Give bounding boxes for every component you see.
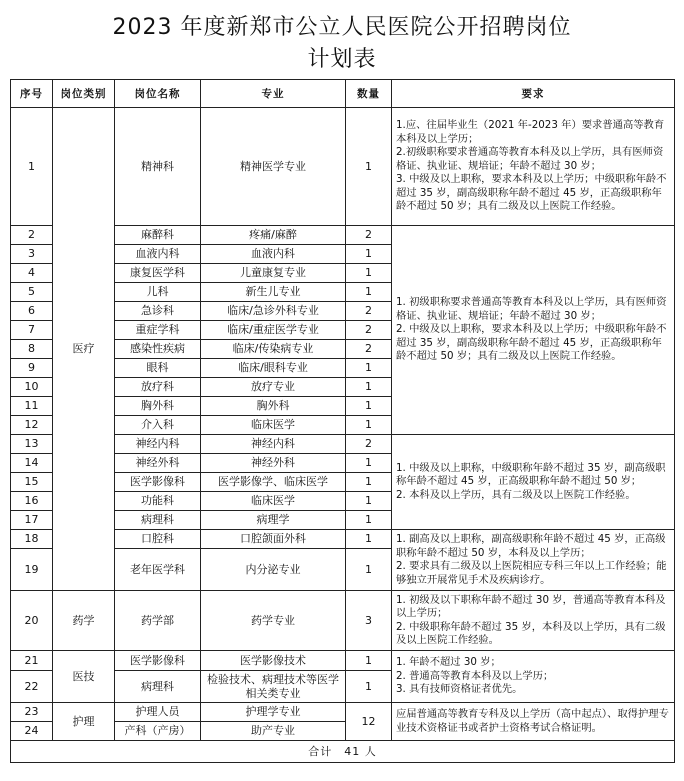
cell-position: 急诊科 (115, 302, 201, 321)
requirement-line: 3. 中级及以上职称，要求本科及以上学历；中级职称年龄不超过 35 岁，副高级职称年龄不超过 45 岁，正高级职称年龄不超过 50 岁；具有二级及以上医院工作经验。 (396, 173, 667, 213)
cell-position: 医学影像科 (115, 651, 201, 671)
cell-no: 21 (11, 651, 53, 671)
requirement-line: 1. 年龄不超过 30 岁； (396, 656, 501, 669)
cell-no: 4 (11, 264, 53, 283)
requirement-line: 2. 中级职称年龄不超过 35 岁，本科及以上学历，具有二级及以上医院工作经验。 (396, 620, 666, 646)
cell-count: 2 (346, 302, 392, 321)
cell-major: 口腔颌面外科 (201, 530, 346, 549)
cell-no: 1 (11, 108, 53, 226)
cell-no: 9 (11, 359, 53, 378)
requirement-group-7 (392, 703, 675, 741)
cell-no: 7 (11, 321, 53, 340)
cell-major: 疼痛/麻醉 (201, 226, 346, 245)
cell-major: 临床/传染病专业 (201, 340, 346, 359)
cell-position: 放疗科 (115, 378, 201, 397)
cell-major: 病理学 (201, 511, 346, 530)
cell-position: 神经内科 (115, 435, 201, 454)
cell-position: 药学部 (115, 591, 201, 651)
cell-no: 6 (11, 302, 53, 321)
cell-position: 功能科 (115, 492, 201, 511)
header-no: 序号 (11, 80, 53, 108)
cell-count: 1 (346, 378, 392, 397)
table-row (11, 703, 675, 722)
header-count: 数量 (346, 80, 392, 108)
cell-position: 病理科 (115, 511, 201, 530)
page-title: 2023 年度新郑市公立人民医院公开招聘岗位 (112, 15, 572, 40)
requirement-group-4 (392, 530, 675, 591)
requirement-group-6 (392, 651, 675, 703)
cell-position: 眼科 (115, 359, 201, 378)
cell-no: 10 (11, 378, 53, 397)
cell-count: 1 (346, 108, 392, 226)
page-subtitle: 计划表 (307, 47, 377, 72)
cell-major: 临床医学 (201, 416, 346, 435)
cell-major: 内分泌专业 (201, 549, 346, 591)
total-row (11, 741, 675, 763)
table-row (11, 591, 675, 651)
cell-no: 12 (11, 416, 53, 435)
cell-no: 5 (11, 283, 53, 302)
total-cell: 合计 41 人 (11, 741, 675, 763)
requirement-group-3 (392, 435, 675, 530)
cell-position: 病理科 (115, 671, 201, 703)
cell-count: 12 (346, 703, 392, 741)
cell-major: 新生儿专业 (201, 283, 346, 302)
cell-position: 神经外科 (115, 454, 201, 473)
header-category: 岗位类别 (53, 80, 115, 108)
category-nursing: 护理 (53, 703, 115, 741)
cell-major: 神经外科 (201, 454, 346, 473)
cell-no: 24 (11, 722, 53, 741)
cell-position: 康复医学科 (115, 264, 201, 283)
cell-count: 1 (346, 530, 392, 549)
cell-position: 重症学科 (115, 321, 201, 340)
cell-position: 护理人员 (115, 703, 201, 722)
cell-no: 23 (11, 703, 53, 722)
cell-major: 放疗专业 (201, 378, 346, 397)
category-medtech: 医技 (53, 651, 115, 703)
cell-position: 感染性疾病 (115, 340, 201, 359)
cell-count: 1 (346, 283, 392, 302)
requirement-group-1 (392, 108, 675, 226)
requirement-line: 2. 中级及以上职称，要求本科及以上学历；中级职称年龄不超过 35 岁，副高级职称年龄不超过 45 岁，正高级职称年龄不超过 50 岁；具有二级及以上医院工作经验。 (396, 323, 667, 363)
cell-count: 1 (346, 651, 392, 671)
cell-no: 20 (11, 591, 53, 651)
cell-no: 17 (11, 511, 53, 530)
cell-count: 1 (346, 264, 392, 283)
table-row (11, 108, 675, 226)
cell-major: 检验技术、病理技术等医学相关类专业 (201, 671, 346, 703)
cell-position: 胸外科 (115, 397, 201, 416)
cell-no: 14 (11, 454, 53, 473)
cell-position: 儿科 (115, 283, 201, 302)
cell-major: 护理学专业 (201, 703, 346, 722)
requirement-line: 1. 中级及以上职称，中级职称年龄不超过 35 岁，副高级职称年龄不超过 45 岁，正高级职称年龄不超过 50 岁； (396, 461, 666, 488)
requirement-line: 应届普通高等教育专科及以上学历（高中起点）、取得护理专业技术资格证书或者护士资格考试合格证明。 (396, 708, 669, 734)
cell-major: 临床/重症医学专业 (201, 321, 346, 340)
cell-count: 1 (346, 397, 392, 416)
table-row (11, 651, 675, 671)
cell-count: 2 (346, 321, 392, 340)
header-major: 专业 (201, 80, 346, 108)
cell-count: 3 (346, 591, 392, 651)
category-pharmacy: 药学 (53, 591, 115, 651)
table-header-row (11, 80, 675, 108)
cell-position: 精神科 (115, 108, 201, 226)
cell-major: 助产专业 (201, 722, 346, 741)
cell-count: 1 (346, 511, 392, 530)
requirement-line: 2.初级职称要求普通高等教育本科及以上学历，具有医师资格证、执业证、规培证；年龄不超过 30 岁； (396, 146, 664, 172)
cell-count: 1 (346, 416, 392, 435)
requirement-group-2 (392, 226, 675, 435)
cell-count: 1 (346, 359, 392, 378)
cell-no: 18 (11, 530, 53, 549)
requirement-line: 2. 要求具有二级及以上医院相应专科三年以上工作经验；能够独立开展常见手术及疾病诊疗。 (396, 560, 667, 586)
cell-major: 精神医学专业 (201, 108, 346, 226)
requirement-line: 1. 副高及以上职称，副高级职称年龄不超过 45 岁，正高级职称年龄不超过 50 岁，本科及以上学历； (396, 533, 666, 559)
header-position: 岗位名称 (115, 80, 201, 108)
cell-major: 药学专业 (201, 591, 346, 651)
cell-major: 胸外科 (201, 397, 346, 416)
cell-major: 临床医学 (201, 492, 346, 511)
requirement-line: 2. 本科及以上学历，具有二级及以上医院工作经验。 (396, 488, 636, 501)
cell-count: 2 (346, 435, 392, 454)
cell-position: 介入科 (115, 416, 201, 435)
recruitment-table (10, 79, 675, 763)
cell-no: 2 (11, 226, 53, 245)
cell-count: 1 (346, 492, 392, 511)
cell-no: 3 (11, 245, 53, 264)
cell-position: 血液内科 (115, 245, 201, 264)
cell-no: 11 (11, 397, 53, 416)
cell-no: 15 (11, 473, 53, 492)
cell-position: 医学影像科 (115, 473, 201, 492)
cell-count: 1 (346, 454, 392, 473)
cell-position: 产科（产房） (115, 722, 201, 741)
cell-major: 血液内科 (201, 245, 346, 264)
cell-count: 1 (346, 671, 392, 703)
cell-no: 16 (11, 492, 53, 511)
cell-no: 22 (11, 671, 53, 703)
header-requirement: 要求 (392, 80, 675, 108)
cell-position: 麻醉科 (115, 226, 201, 245)
cell-no: 8 (11, 340, 53, 359)
requirement-line: 1. 初级及以下职称年龄不超过 30 岁，普通高等教育本科及以上学历； (396, 593, 666, 619)
requirement-line: 2. 普通高等教育本科及以上学历； (396, 669, 554, 682)
cell-major: 临床/眼科专业 (201, 359, 346, 378)
cell-no: 13 (11, 435, 53, 454)
category-medical: 医疗 (53, 108, 115, 591)
requirement-line: 1. 初级职称要求普通高等教育本科及以上学历，具有医师资格证、执业证、规培证；年龄不超过 30 岁； (396, 296, 667, 322)
requirement-line: 3. 具有技师资格证者优先。 (396, 683, 523, 696)
cell-major: 儿童康复专业 (201, 264, 346, 283)
cell-count: 2 (346, 340, 392, 359)
cell-major: 神经内科 (201, 435, 346, 454)
cell-position: 口腔科 (115, 530, 201, 549)
cell-count: 1 (346, 549, 392, 591)
cell-major: 医学影像学、临床医学 (201, 473, 346, 492)
cell-no: 19 (11, 549, 53, 591)
cell-count: 2 (346, 226, 392, 245)
cell-major: 临床/急诊外科专业 (201, 302, 346, 321)
cell-count: 1 (346, 473, 392, 492)
requirement-line: 1.应、往届毕业生（2021 年-2023 年）要求普通高等教育本科及以上学历； (396, 119, 665, 145)
cell-major: 医学影像技术 (201, 651, 346, 671)
cell-position: 老年医学科 (115, 549, 201, 591)
requirement-group-5 (392, 591, 675, 651)
cell-count: 1 (346, 245, 392, 264)
